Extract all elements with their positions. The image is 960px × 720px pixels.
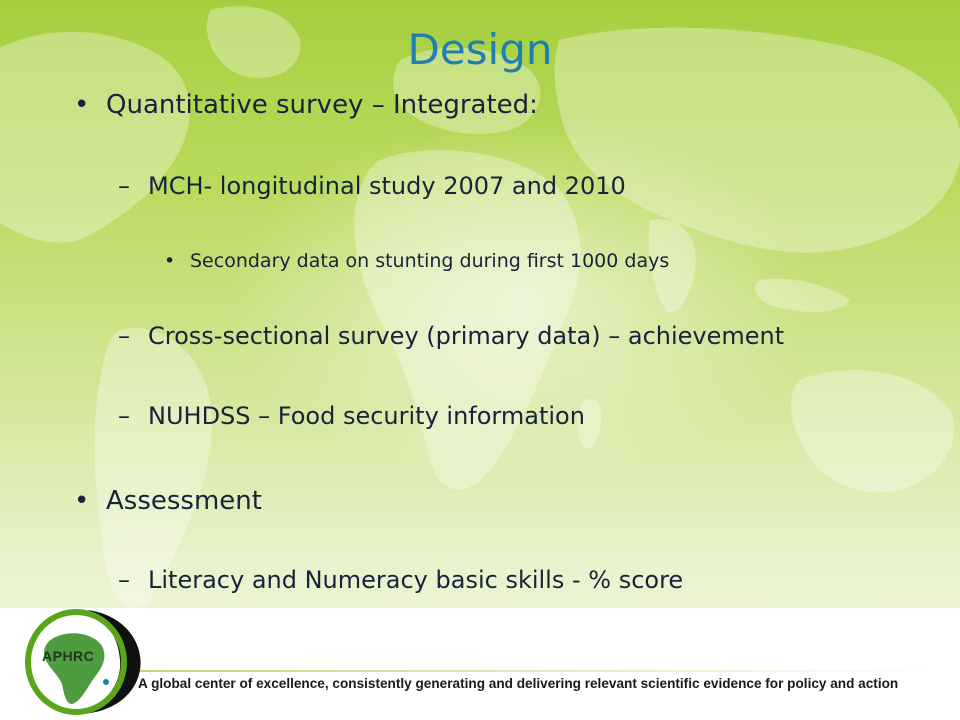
bullet-marker: •: [74, 90, 90, 120]
sub-sub-bullet-text: Secondary data on stunting during first 1000 days: [190, 250, 670, 272]
bullet-marker: •: [164, 250, 176, 272]
logo-wordmark: APHRC: [42, 648, 95, 664]
sub-bullet-text: Cross-sectional survey (primary data) – achievement: [148, 322, 785, 350]
dash-marker: –: [118, 566, 130, 594]
footer-rule: [138, 670, 938, 672]
sub-bullet-text: Literacy and Numeracy basic skills - % score: [148, 566, 684, 594]
slide-title: Design: [407, 25, 553, 74]
footer-tagline: A global center of excellence, consistently generating and delivering relevant scientific evidence for policy and action: [138, 676, 899, 691]
dash-marker: –: [118, 402, 130, 430]
dash-marker: –: [118, 172, 130, 200]
sub-bullet-text: MCH- longitudinal study 2007 and 2010: [148, 172, 626, 200]
sub-bullet-text: NUHDSS – Food security information: [148, 402, 585, 430]
bullet-marker: •: [74, 486, 90, 516]
bullet-text: Assessment: [106, 486, 262, 516]
dash-marker: –: [118, 322, 130, 350]
bullet-text: Quantitative survey – Integrated:: [106, 90, 538, 120]
